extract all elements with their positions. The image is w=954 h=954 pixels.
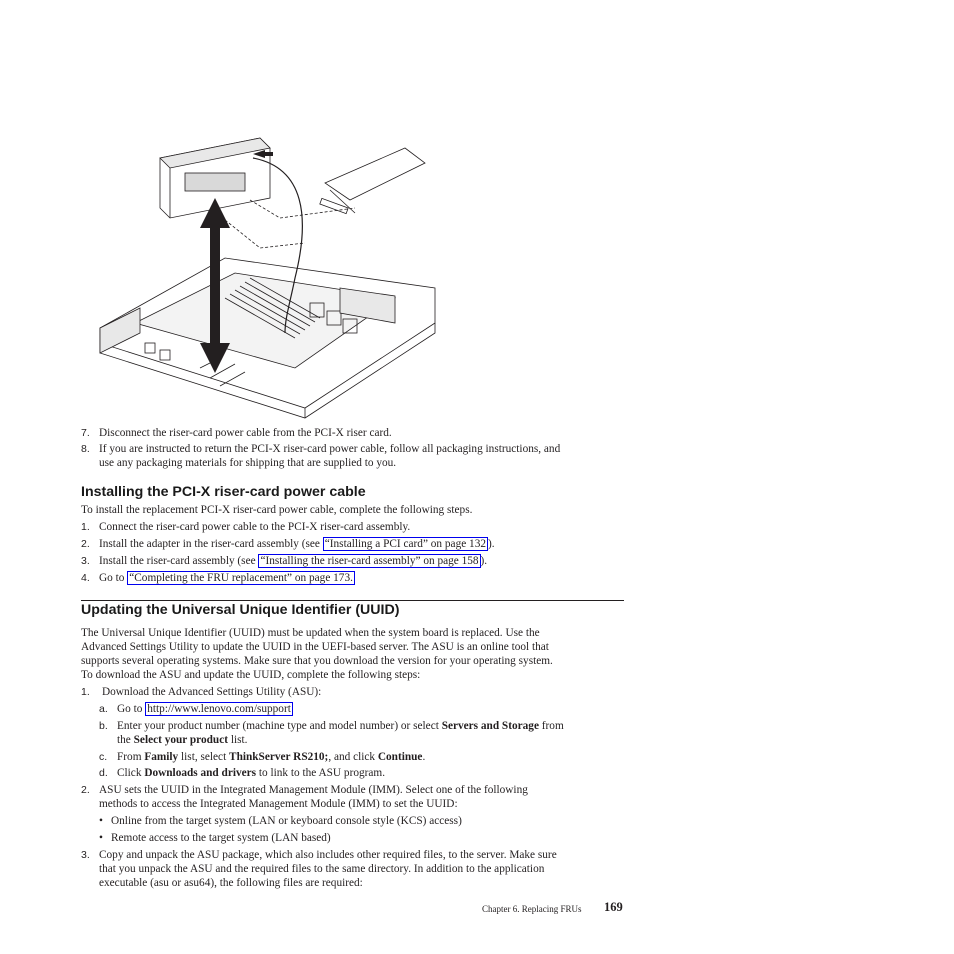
uuid-para-line-2: Advanced Settings Utility to update the UUID in the UEFI-based server. The ASU is an online tool that	[81, 641, 549, 653]
install-step-3-pre: Install the riser-card assembly (see	[99, 555, 259, 567]
uuid-sub-a-text	[117, 703, 293, 717]
install-step-4-pre: Go to	[99, 572, 128, 584]
install-step-1-text: Connect the riser-card power cable to the PCI-X riser-card assembly.	[99, 521, 411, 533]
uuid-bullet-1-text: Online from the target system (LAN or keyboard console style (KCS) access)	[111, 815, 462, 827]
uuid-sub-c-bold-model: ThinkServer RS210;	[229, 751, 329, 763]
uuid-sub-d-post: to link to the ASU program.	[256, 767, 386, 779]
uuid-step-1-number: 1.	[81, 686, 90, 698]
uuid-sub-b-pre: Enter your product number (machine type and model number) or select	[117, 720, 442, 732]
install-step-3-number: 3.	[81, 555, 90, 567]
uuid-sub-b-bold-select-product: Select your product	[133, 734, 228, 746]
uuid-step-3-line-1: Copy and unpack the ASU package, which also includes other required files, to the server. Make sure	[99, 849, 557, 861]
uuid-sub-b-post2: list.	[228, 734, 248, 746]
install-step-3-post: ).	[480, 555, 488, 567]
install-step-2-pre: Install the adapter in the riser-card assembly (see	[99, 538, 323, 550]
riser-card-removal-illustration	[95, 128, 440, 423]
uuid-sub-b-line-2	[117, 734, 247, 748]
section-heading-install: Installing the PCI-X riser-card power cable	[81, 484, 366, 500]
uuid-step-3-line-3: executable (asu or asu64), the following files are required:	[99, 877, 363, 889]
uuid-sub-a-letter: a.	[99, 703, 108, 715]
install-step-4-number: 4.	[81, 572, 90, 584]
uuid-sub-d-letter: d.	[99, 767, 108, 779]
uuid-step-2-number: 2.	[81, 784, 90, 796]
step-7-number: 7.	[81, 427, 90, 439]
link-completing-fru-replacement[interactable]: “Completing the FRU replacement” on page 173.	[129, 572, 353, 584]
uuid-bullet-1-mark: •	[99, 815, 103, 827]
uuid-sub-c-pre: From	[117, 751, 145, 763]
uuid-para-line-4: To download the ASU and update the UUID, complete the following steps:	[81, 669, 421, 681]
uuid-sub-b-letter: b.	[99, 720, 108, 732]
install-intro: To install the replacement PCI-X riser-card power cable, complete the following steps.	[81, 504, 473, 516]
uuid-sub-b-pre2: the	[117, 734, 134, 746]
install-step-2-text	[99, 538, 495, 552]
uuid-sub-b-line-1	[117, 720, 564, 734]
section-heading-uuid: Updating the Universal Unique Identifier (UUID)	[81, 602, 400, 618]
step-8-line-2: use any packaging materials for shipping that are supplied to you.	[99, 457, 397, 469]
uuid-sub-a-pre: Go to	[117, 703, 146, 715]
uuid-sub-c-letter: c.	[99, 751, 108, 763]
uuid-step-3-number: 3.	[81, 849, 90, 861]
uuid-step-2-line-2: methods to access the Integrated Management Module (IMM) to set the UUID:	[99, 798, 458, 810]
install-step-1-number: 1.	[81, 521, 90, 533]
uuid-sub-c-text	[117, 751, 425, 765]
uuid-sub-d-text	[117, 767, 385, 781]
uuid-sub-c-mid1: list, select	[178, 751, 230, 763]
uuid-para-line-1: The Universal Unique Identifier (UUID) must be updated when the system board is replaced. Use the	[81, 627, 540, 639]
install-step-2-number: 2.	[81, 538, 90, 550]
footer-chapter: Chapter 6. Replacing FRUs	[482, 904, 582, 914]
uuid-sub-b-bold-servers-storage: Servers and Storage	[441, 720, 539, 732]
step-8-line-1: If you are instructed to return the PCI-X riser-card power cable, follow all packaging instructions, and	[99, 443, 561, 455]
uuid-sub-d-pre: Click	[117, 767, 145, 779]
uuid-step-1-text: Download the Advanced Settings Utility (ASU):	[102, 686, 322, 698]
step-7-text: Disconnect the riser-card power cable from the PCI-X riser card.	[99, 427, 392, 439]
uuid-sub-c-post: .	[422, 751, 426, 763]
uuid-sub-c-mid2: , and click	[328, 751, 378, 763]
link-installing-pci-card[interactable]: “Installing a PCI card” on page 132	[324, 538, 486, 550]
install-step-3-text	[99, 555, 487, 569]
link-installing-riser-card-assembly[interactable]: “Installing the riser-card assembly” on page 158	[260, 555, 479, 567]
step-8-number: 8.	[81, 443, 90, 455]
uuid-step-2-line-1: ASU sets the UUID in the Integrated Management Module (IMM). Select one of the following	[99, 784, 528, 796]
uuid-bullet-2-mark: •	[99, 832, 103, 844]
install-step-2-post: ).	[488, 538, 495, 550]
uuid-sub-b-post1: from	[538, 720, 564, 732]
uuid-sub-d-bold-downloads: Downloads and drivers	[144, 767, 257, 779]
uuid-step-3-line-2: that you unpack the ASU and the required files to the same directory. In addition to the application	[99, 863, 545, 875]
uuid-para-line-3: supports several operating systems. Make sure that you download the version for your operating system.	[81, 655, 553, 667]
link-lenovo-support[interactable]: http://www.lenovo.com/support	[147, 703, 291, 715]
uuid-bullet-2-text: Remote access to the target system (LAN based)	[111, 832, 331, 844]
uuid-sub-c-bold-family: Family	[144, 751, 179, 763]
footer-page-number: 169	[604, 900, 623, 914]
uuid-sub-c-bold-continue: Continue	[377, 751, 423, 763]
section-divider	[81, 600, 624, 601]
install-step-4-text	[99, 572, 355, 586]
